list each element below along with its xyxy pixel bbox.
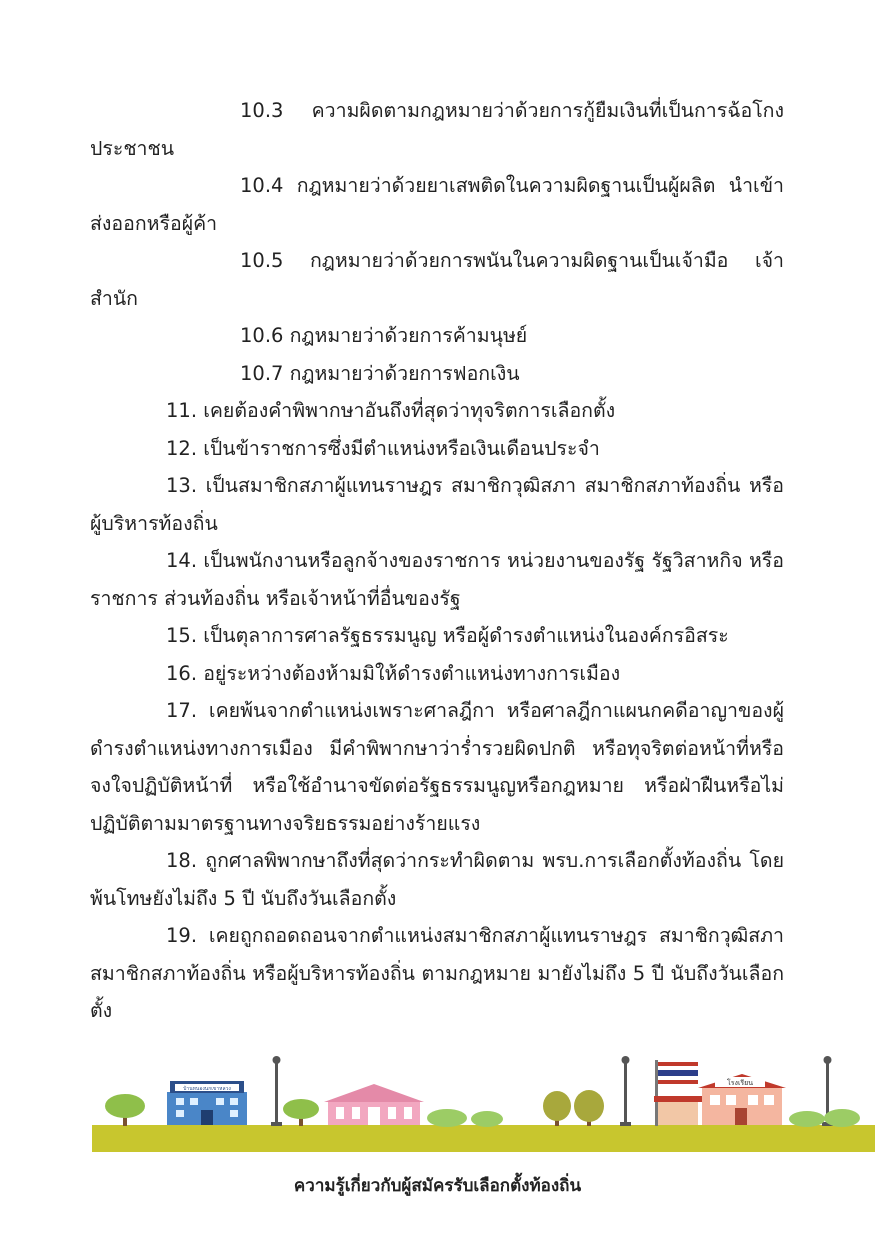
paragraph-18: 18. ถูกศาลพิพากษาถึงที่สุดว่ากระทำผิดตาม พรบ.การเลือกตั้งท้องถิ่น โดยพ้นโทษยังไม่ถึง 5 ปี นับถึงวันเลือกตั้ง <box>90 849 784 910</box>
office-building-icon <box>167 1081 247 1125</box>
school-sign-text: โรงเรียน <box>727 1079 753 1087</box>
palace-building-icon <box>324 1084 424 1125</box>
bush-icon <box>427 1109 503 1127</box>
paragraph-17: 17. เคยพ้นจากตำแหน่งเพราะศาลฎีกา หรือศาลฎีกาแผนกคดีอาญาของผู้ดำรงตำแหน่งทางการเมือง มีคำพิพากษาว่าร่ำรวยผิดปกติ หรือทุจริตต่อหน้าที่หรือจงใจปฏิบัติหน้าที่ หรือใช้อำนาจขัดต่อรัฐธรรมนูญหรือกฎหมาย หรือฝ่าฝืนหรือไม่ปฏิบัติตามมาตรฐานทางจริยธรรมอย่างร้ายแรง <box>90 699 784 835</box>
paragraph-10-7: 10.7 กฎหมายว่าด้วยการฟอกเงิน <box>240 361 520 385</box>
office-sign-text: บ้านหนองนกเขาหลวง <box>183 1086 231 1092</box>
ground-strip <box>92 1125 875 1152</box>
paragraph-14: 14. เป็นพนักงานหรือลูกจ้างของราชการ หน่วยงานของรัฐ รัฐวิสาหกิจ หรือราชการ ส่วนท้องถิ่น หรือเจ้าหน้าที่อื่นของรัฐ <box>90 549 784 610</box>
paragraph-10-3: 10.3 ความผิดตามกฎหมายว่าด้วยการกู้ยืมเงินที่เป็นการฉ้อโกงประชาชน <box>90 99 784 160</box>
street-lamp-icon <box>271 1056 282 1126</box>
tree-icon <box>543 1090 604 1126</box>
street-lamp-icon <box>620 1056 631 1126</box>
paragraph-10-4: 10.4 กฎหมายว่าด้วยยาเสพติดในความผิดฐานเป็นผู้ผลิต นำเข้า ส่งออกหรือผู้ค้า <box>90 174 784 235</box>
document-body <box>90 92 784 1030</box>
paragraph-13: 13. เป็นสมาชิกสภาผู้แทนราษฎร สมาชิกวุฒิสภา สมาชิกสภาท้องถิ่น หรือผู้บริหารท้องถิ่น <box>90 474 784 535</box>
town-banner-illustration <box>92 1048 875 1152</box>
paragraph-16: 16. อยู่ระหว่างต้องห้ามมิให้ดำรงตำแหน่งทางการเมือง <box>166 661 621 685</box>
tree-icon <box>283 1099 319 1126</box>
paragraph-11: 11. เคยต้องคำพิพากษาอันถึงที่สุดว่าทุจริตการเลือกตั้ง <box>166 399 616 422</box>
paragraph-10-6: 10.6 กฎหมายว่าด้วยการค้ามนุษย์ <box>240 324 528 347</box>
footer-title: ความรู้เกี่ยวกับผู้สมัครรับเลือกตั้งท้องถิ่น <box>293 1176 582 1196</box>
paragraph-10-5: 10.5 กฎหมายว่าด้วยการพนันในความผิดฐานเป็นเจ้ามือ เจ้าสำนัก <box>90 249 784 310</box>
paragraph-15: 15. เป็นตุลาการศาลรัฐธรรมนูญ หรือผู้ดำรงตำแหน่งในองค์กรอิสระ <box>166 624 729 647</box>
paragraph-19: 19. เคยถูกถอดถอนจากตำแหน่งสมาชิกสภาผู้แทนราษฎร สมาชิกวุฒิสภา สมาชิกสภาท้องถิ่น หรือผู้บริหารท้องถิ่น ตามกฎหมาย มายังไม่ถึง 5 ปี นับถึงวันเลือกตั้ง <box>90 924 784 1022</box>
tree-icon <box>105 1094 145 1126</box>
paragraph-12: 12. เป็นข้าราชการซึ่งมีตำแหน่งหรือเงินเดือนประจำ <box>166 436 600 460</box>
